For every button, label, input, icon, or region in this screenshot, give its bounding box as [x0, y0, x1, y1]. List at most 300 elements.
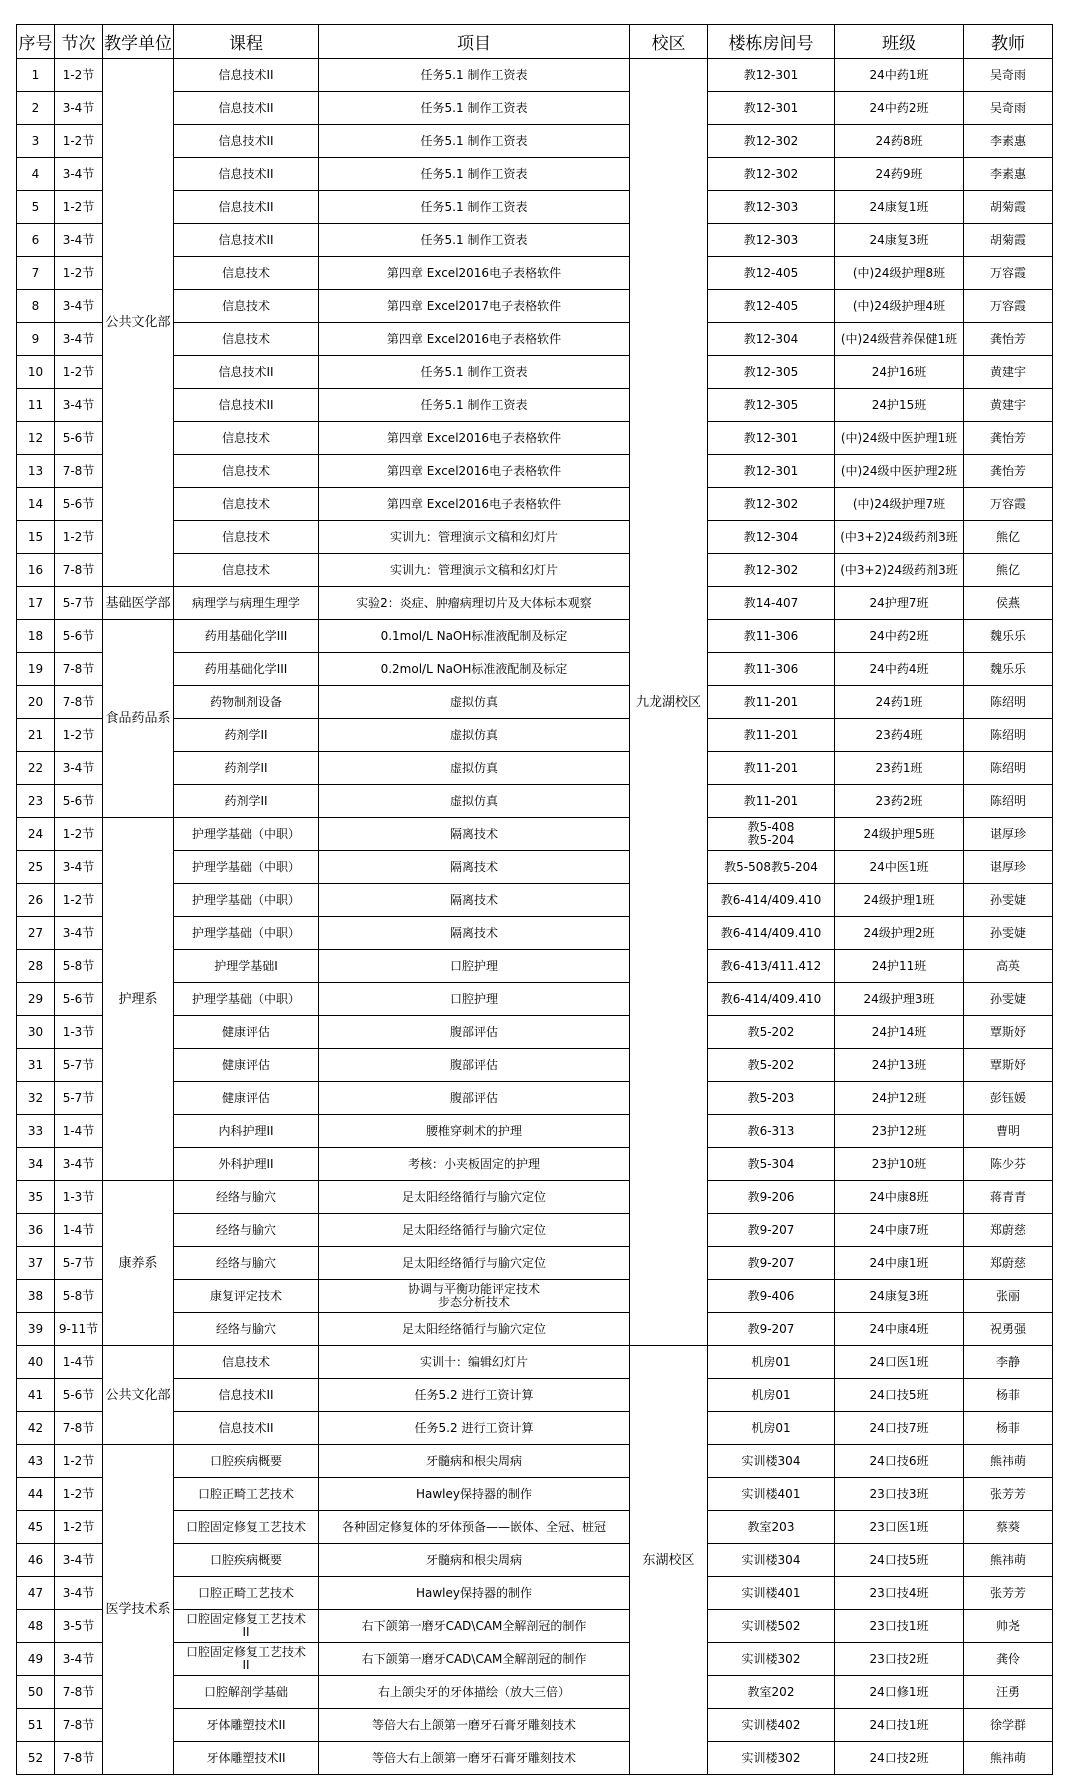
unit-group-cell: 公共文化部 — [103, 59, 174, 587]
row-item: 第四章 Excel2016电子表格软件 — [319, 422, 630, 455]
row-course: 口腔正畸工艺技术 — [174, 1478, 319, 1511]
row-teacher: 曹明 — [964, 1115, 1053, 1148]
row-item: 第四章 Excel2016电子表格软件 — [319, 257, 630, 290]
row-index: 27 — [17, 917, 55, 950]
row-teacher: 陈绍明 — [964, 752, 1053, 785]
row-item: 考核：小夹板固定的护理 — [319, 1148, 630, 1181]
row-period: 1-2节 — [55, 59, 103, 92]
row-room: 教6-414/409.410 — [708, 884, 835, 917]
row-item: 虚拟仿真 — [319, 686, 630, 719]
row-room: 教11-201 — [708, 686, 835, 719]
row-class: 24口医1班 — [835, 1346, 964, 1379]
row-item: 足太阳经络循行与腧穴定位 — [319, 1313, 630, 1346]
row-item: 任务5.1 制作工资表 — [319, 224, 630, 257]
row-room: 机房01 — [708, 1346, 835, 1379]
row-teacher: 高英 — [964, 950, 1053, 983]
row-period: 1-2节 — [55, 191, 103, 224]
row-course: 信息技术 — [174, 290, 319, 323]
row-teacher: 李静 — [964, 1346, 1053, 1379]
row-index: 29 — [17, 983, 55, 1016]
row-period: 3-4节 — [55, 92, 103, 125]
row-period: 3-4节 — [55, 851, 103, 884]
row-item: 0.2mol/L NaOH标准液配制及标定 — [319, 653, 630, 686]
row-item: 腹部评估 — [319, 1082, 630, 1115]
row-teacher: 蒋青青 — [964, 1181, 1053, 1214]
table-row — [17, 1445, 1053, 1478]
row-class: 24口技5班 — [835, 1544, 964, 1577]
row-course: 信息技术II — [174, 191, 319, 224]
row-item: 牙髓病和根尖周病 — [319, 1544, 630, 1577]
row-course: 牙体雕塑技术II — [174, 1742, 319, 1775]
row-room: 实训楼304 — [708, 1445, 835, 1478]
row-room: 教5-304 — [708, 1148, 835, 1181]
campus-group-cell: 东湖校区 — [630, 1346, 708, 1775]
row-index: 50 — [17, 1676, 55, 1709]
row-class: 23药4班 — [835, 719, 964, 752]
row-teacher: 李素惠 — [964, 125, 1053, 158]
table-row — [17, 1346, 1053, 1379]
row-index: 25 — [17, 851, 55, 884]
row-course: 经络与腧穴 — [174, 1313, 319, 1346]
row-item: 实验2：炎症、肿瘤病理切片及大体标本观察 — [319, 587, 630, 620]
row-period: 7-8节 — [55, 455, 103, 488]
row-teacher: 覃斯妤 — [964, 1016, 1053, 1049]
row-course: 口腔固定修复工艺技术 — [174, 1511, 319, 1544]
row-course: 药用基础化学III — [174, 653, 319, 686]
row-teacher: 汪勇 — [964, 1676, 1053, 1709]
row-teacher: 杨菲 — [964, 1379, 1053, 1412]
row-teacher: 杨菲 — [964, 1412, 1053, 1445]
row-item: 足太阳经络循行与腧穴定位 — [319, 1181, 630, 1214]
row-course: 内科护理II — [174, 1115, 319, 1148]
row-class: 24护11班 — [835, 950, 964, 983]
row-index: 45 — [17, 1511, 55, 1544]
row-room: 教5-508教5-204 — [708, 851, 835, 884]
row-teacher: 龚怡芳 — [964, 323, 1053, 356]
row-teacher: 陈绍明 — [964, 785, 1053, 818]
row-course: 健康评估 — [174, 1016, 319, 1049]
row-index: 11 — [17, 389, 55, 422]
row-room: 实训楼302 — [708, 1643, 835, 1676]
row-room: 教11-201 — [708, 785, 835, 818]
row-teacher: 龚怡芳 — [964, 455, 1053, 488]
row-period: 1-3节 — [55, 1181, 103, 1214]
row-period: 5-7节 — [55, 1082, 103, 1115]
row-period: 5-7节 — [55, 587, 103, 620]
row-item: 腰椎穿刺术的护理 — [319, 1115, 630, 1148]
row-period: 1-2节 — [55, 719, 103, 752]
row-item: 隔离技术 — [319, 884, 630, 917]
row-item: 实训九：管理演示文稿和幻灯片 — [319, 521, 630, 554]
row-item: 0.1mol/L NaOH标准液配制及标定 — [319, 620, 630, 653]
row-period: 1-3节 — [55, 1016, 103, 1049]
row-period: 3-4节 — [55, 1643, 103, 1676]
row-room: 教室202 — [708, 1676, 835, 1709]
row-period: 1-2节 — [55, 1445, 103, 1478]
row-course: 经络与腧穴 — [174, 1181, 319, 1214]
row-teacher: 侯燕 — [964, 587, 1053, 620]
row-item: 任务5.2 进行工资计算 — [319, 1412, 630, 1445]
row-index: 49 — [17, 1643, 55, 1676]
row-class: 24药8班 — [835, 125, 964, 158]
row-teacher: 彭钰媛 — [964, 1082, 1053, 1115]
row-teacher: 陈绍明 — [964, 719, 1053, 752]
row-index: 44 — [17, 1478, 55, 1511]
row-course: 药物制剂设备 — [174, 686, 319, 719]
row-index: 36 — [17, 1214, 55, 1247]
row-class: 24口技1班 — [835, 1709, 964, 1742]
row-item: 任务5.1 制作工资表 — [319, 191, 630, 224]
row-period: 3-4节 — [55, 224, 103, 257]
row-index: 2 — [17, 92, 55, 125]
row-room: 教11-201 — [708, 719, 835, 752]
row-teacher: 吴奇雨 — [964, 59, 1053, 92]
row-index: 26 — [17, 884, 55, 917]
row-teacher: 孙雯婕 — [964, 983, 1053, 1016]
row-index: 14 — [17, 488, 55, 521]
row-index: 7 — [17, 257, 55, 290]
row-class: 24护15班 — [835, 389, 964, 422]
table-row — [17, 587, 1053, 620]
row-item: 第四章 Excel2016电子表格软件 — [319, 323, 630, 356]
row-class: 24护13班 — [835, 1049, 964, 1082]
row-class: 24康复1班 — [835, 191, 964, 224]
row-course: 护理学基础（中职） — [174, 818, 319, 851]
row-period: 5-6节 — [55, 983, 103, 1016]
header-teacher: 教师 — [964, 25, 1053, 59]
row-course: 信息技术II — [174, 158, 319, 191]
row-teacher: 李素惠 — [964, 158, 1053, 191]
row-teacher: 张芳芳 — [964, 1478, 1053, 1511]
row-course: 信息技术 — [174, 521, 319, 554]
row-period: 3-4节 — [55, 1544, 103, 1577]
row-teacher: 孙雯婕 — [964, 884, 1053, 917]
row-item: 各种固定修复体的牙体预备——嵌体、全冠、桩冠 — [319, 1511, 630, 1544]
row-item: 实训九：管理演示文稿和幻灯片 — [319, 554, 630, 587]
row-index: 43 — [17, 1445, 55, 1478]
row-teacher: 谌厚珍 — [964, 818, 1053, 851]
unit-group-cell: 护理系 — [103, 818, 174, 1181]
row-course: 药剂学II — [174, 752, 319, 785]
row-item: 任务5.1 制作工资表 — [319, 389, 630, 422]
row-teacher: 万容霞 — [964, 488, 1053, 521]
row-index: 13 — [17, 455, 55, 488]
row-period: 3-4节 — [55, 1577, 103, 1610]
row-class: 24康复3班 — [835, 224, 964, 257]
row-course: 健康评估 — [174, 1049, 319, 1082]
row-class: 23口技3班 — [835, 1478, 964, 1511]
row-class: (中3+2)24级药剂3班 — [835, 554, 964, 587]
row-period: 5-8节 — [55, 1280, 103, 1313]
row-index: 12 — [17, 422, 55, 455]
row-room: 实训楼401 — [708, 1478, 835, 1511]
row-item: 任务5.1 制作工资表 — [319, 92, 630, 125]
row-teacher: 谌厚珍 — [964, 851, 1053, 884]
row-course: 信息技术II — [174, 224, 319, 257]
row-room: 教5-408 教5-204 — [708, 818, 835, 851]
row-room: 教9-207 — [708, 1214, 835, 1247]
row-index: 9 — [17, 323, 55, 356]
row-room: 教12-303 — [708, 224, 835, 257]
row-item: 右下颌第一磨牙CAD\CAM全解剖冠的制作 — [319, 1643, 630, 1676]
row-room: 实训楼502 — [708, 1610, 835, 1643]
row-index: 28 — [17, 950, 55, 983]
row-period: 1-2节 — [55, 1511, 103, 1544]
row-period: 3-5节 — [55, 1610, 103, 1643]
row-class: 24级护理2班 — [835, 917, 964, 950]
row-index: 39 — [17, 1313, 55, 1346]
row-period: 1-2节 — [55, 521, 103, 554]
row-item: Hawley保持器的制作 — [319, 1577, 630, 1610]
row-period: 1-2节 — [55, 818, 103, 851]
row-item: 牙髓病和根尖周病 — [319, 1445, 630, 1478]
row-room: 教5-202 — [708, 1049, 835, 1082]
table-body — [17, 59, 1053, 1775]
unit-group-cell: 食品药品系 — [103, 620, 174, 818]
row-index: 24 — [17, 818, 55, 851]
row-index: 10 — [17, 356, 55, 389]
row-period: 7-8节 — [55, 1676, 103, 1709]
row-room: 实训楼302 — [708, 1742, 835, 1775]
row-period: 7-8节 — [55, 1412, 103, 1445]
row-period: 1-2节 — [55, 884, 103, 917]
table-row — [17, 1181, 1053, 1214]
row-course: 护理学基础（中职） — [174, 983, 319, 1016]
row-item: 隔离技术 — [319, 851, 630, 884]
row-period: 5-6节 — [55, 422, 103, 455]
row-teacher: 龚伶 — [964, 1643, 1053, 1676]
row-teacher: 吴奇雨 — [964, 92, 1053, 125]
row-period: 7-8节 — [55, 1709, 103, 1742]
row-period: 1-2节 — [55, 257, 103, 290]
row-class: 24中药2班 — [835, 620, 964, 653]
row-course: 信息技术II — [174, 1412, 319, 1445]
row-course: 护理学基础I — [174, 950, 319, 983]
row-period: 1-2节 — [55, 1478, 103, 1511]
row-course: 牙体雕塑技术II — [174, 1709, 319, 1742]
row-item: Hawley保持器的制作 — [319, 1478, 630, 1511]
row-period: 5-7节 — [55, 1247, 103, 1280]
row-teacher: 黄建宇 — [964, 356, 1053, 389]
row-index: 8 — [17, 290, 55, 323]
row-index: 16 — [17, 554, 55, 587]
row-class: 24护14班 — [835, 1016, 964, 1049]
row-course: 口腔疾病概要 — [174, 1445, 319, 1478]
header-row — [17, 25, 1053, 59]
row-teacher: 孙雯婕 — [964, 917, 1053, 950]
table-header — [17, 25, 1053, 59]
row-item: 协调与平衡功能评定技术 步态分析技术 — [319, 1280, 630, 1313]
row-room: 教6-414/409.410 — [708, 983, 835, 1016]
row-class: 24中药1班 — [835, 59, 964, 92]
row-course: 信息技术 — [174, 488, 319, 521]
header-course: 课程 — [174, 25, 319, 59]
row-course: 信息技术II — [174, 92, 319, 125]
row-index: 17 — [17, 587, 55, 620]
row-room: 教12-405 — [708, 290, 835, 323]
row-class: 24口技7班 — [835, 1412, 964, 1445]
table-row — [17, 620, 1053, 653]
row-class: 24护12班 — [835, 1082, 964, 1115]
row-room: 教6-414/409.410 — [708, 917, 835, 950]
row-period: 7-8节 — [55, 554, 103, 587]
row-teacher: 魏乐乐 — [964, 653, 1053, 686]
schedule-table — [16, 24, 1053, 1775]
row-room: 教14-407 — [708, 587, 835, 620]
row-index: 52 — [17, 1742, 55, 1775]
row-period: 1-4节 — [55, 1115, 103, 1148]
row-index: 22 — [17, 752, 55, 785]
row-class: 24药9班 — [835, 158, 964, 191]
row-index: 4 — [17, 158, 55, 191]
row-period: 7-8节 — [55, 653, 103, 686]
row-item: 右上颌尖牙的牙体描绘（放大三倍） — [319, 1676, 630, 1709]
row-course: 口腔疾病概要 — [174, 1544, 319, 1577]
row-room: 教12-305 — [708, 389, 835, 422]
row-room: 教12-303 — [708, 191, 835, 224]
row-room: 教11-201 — [708, 752, 835, 785]
row-room: 机房01 — [708, 1412, 835, 1445]
campus-group-cell: 九龙湖校区 — [630, 59, 708, 1346]
row-room: 实训楼401 — [708, 1577, 835, 1610]
row-class: 24护16班 — [835, 356, 964, 389]
row-course: 信息技术 — [174, 323, 319, 356]
row-class: (中)24级护理8班 — [835, 257, 964, 290]
row-room: 教12-301 — [708, 92, 835, 125]
row-teacher: 龚怡芳 — [964, 422, 1053, 455]
row-item: 口腔护理 — [319, 983, 630, 1016]
row-course: 经络与腧穴 — [174, 1214, 319, 1247]
row-index: 32 — [17, 1082, 55, 1115]
row-course: 信息技术 — [174, 422, 319, 455]
row-course: 经络与腧穴 — [174, 1247, 319, 1280]
row-class: 24口技5班 — [835, 1379, 964, 1412]
row-index: 5 — [17, 191, 55, 224]
row-period: 1-4节 — [55, 1346, 103, 1379]
header-unit: 教学单位 — [103, 25, 174, 59]
row-course: 护理学基础（中职） — [174, 884, 319, 917]
row-index: 38 — [17, 1280, 55, 1313]
row-room: 教12-301 — [708, 455, 835, 488]
row-index: 30 — [17, 1016, 55, 1049]
row-item: 任务5.1 制作工资表 — [319, 59, 630, 92]
row-teacher: 张丽 — [964, 1280, 1053, 1313]
row-room: 教12-301 — [708, 59, 835, 92]
row-teacher: 张芳芳 — [964, 1577, 1053, 1610]
row-class: 23口医1班 — [835, 1511, 964, 1544]
row-course: 信息技术II — [174, 59, 319, 92]
row-course: 信息技术 — [174, 1346, 319, 1379]
row-period: 7-8节 — [55, 686, 103, 719]
row-item: 虚拟仿真 — [319, 785, 630, 818]
row-teacher: 祝勇强 — [964, 1313, 1053, 1346]
row-teacher: 熊亿 — [964, 521, 1053, 554]
row-index: 47 — [17, 1577, 55, 1610]
row-period: 5-6节 — [55, 785, 103, 818]
row-room: 教6-313 — [708, 1115, 835, 1148]
row-index: 19 — [17, 653, 55, 686]
row-period: 5-6节 — [55, 620, 103, 653]
row-period: 5-6节 — [55, 1379, 103, 1412]
row-class: 24中康4班 — [835, 1313, 964, 1346]
row-room: 教12-304 — [708, 323, 835, 356]
row-period: 3-4节 — [55, 323, 103, 356]
row-room: 教12-304 — [708, 521, 835, 554]
row-item: 等倍大右上颌第一磨牙石膏牙雕刻技术 — [319, 1742, 630, 1775]
row-period: 1-4节 — [55, 1214, 103, 1247]
row-index: 40 — [17, 1346, 55, 1379]
row-teacher: 万容霞 — [964, 257, 1053, 290]
row-class: 23护12班 — [835, 1115, 964, 1148]
row-course: 护理学基础（中职） — [174, 917, 319, 950]
row-teacher: 熊亿 — [964, 554, 1053, 587]
row-period: 3-4节 — [55, 389, 103, 422]
header-campus: 校区 — [630, 25, 708, 59]
row-index: 20 — [17, 686, 55, 719]
row-room: 教9-206 — [708, 1181, 835, 1214]
row-period: 5-8节 — [55, 950, 103, 983]
row-room: 教12-302 — [708, 158, 835, 191]
row-item: 腹部评估 — [319, 1049, 630, 1082]
row-course: 外科护理II — [174, 1148, 319, 1181]
row-class: 24中药2班 — [835, 92, 964, 125]
row-course: 康复评定技术 — [174, 1280, 319, 1313]
row-index: 18 — [17, 620, 55, 653]
row-item: 足太阳经络循行与腧穴定位 — [319, 1247, 630, 1280]
row-index: 51 — [17, 1709, 55, 1742]
row-room: 教9-207 — [708, 1247, 835, 1280]
row-class: 24中药4班 — [835, 653, 964, 686]
row-room: 教5-203 — [708, 1082, 835, 1115]
row-teacher: 万容霞 — [964, 290, 1053, 323]
row-index: 42 — [17, 1412, 55, 1445]
row-item: 任务5.2 进行工资计算 — [319, 1379, 630, 1412]
row-index: 31 — [17, 1049, 55, 1082]
row-item: 虚拟仿真 — [319, 752, 630, 785]
row-index: 6 — [17, 224, 55, 257]
row-room: 教5-202 — [708, 1016, 835, 1049]
row-room: 教11-306 — [708, 653, 835, 686]
row-teacher: 徐学群 — [964, 1709, 1053, 1742]
unit-group-cell: 医学技术系 — [103, 1445, 174, 1775]
unit-group-cell: 公共文化部 — [103, 1346, 174, 1445]
row-course: 健康评估 — [174, 1082, 319, 1115]
row-teacher: 熊祎萌 — [964, 1445, 1053, 1478]
row-course: 口腔固定修复工艺技术 II — [174, 1610, 319, 1643]
row-class: 24药1班 — [835, 686, 964, 719]
row-course: 口腔解剖学基础 — [174, 1676, 319, 1709]
row-course: 信息技术II — [174, 356, 319, 389]
row-index: 48 — [17, 1610, 55, 1643]
row-index: 37 — [17, 1247, 55, 1280]
row-teacher: 熊祎萌 — [964, 1544, 1053, 1577]
table-row — [17, 59, 1053, 92]
row-item: 足太阳经络循行与腧穴定位 — [319, 1214, 630, 1247]
row-course: 信息技术 — [174, 257, 319, 290]
row-room: 教9-207 — [708, 1313, 835, 1346]
row-index: 15 — [17, 521, 55, 554]
row-period: 3-4节 — [55, 158, 103, 191]
row-teacher: 黄建宇 — [964, 389, 1053, 422]
row-teacher: 熊祎萌 — [964, 1742, 1053, 1775]
row-course: 药剂学II — [174, 785, 319, 818]
row-class: (中)24级中医护理1班 — [835, 422, 964, 455]
row-index: 3 — [17, 125, 55, 158]
row-class: 24中康7班 — [835, 1214, 964, 1247]
row-period: 5-6节 — [55, 488, 103, 521]
row-class: 23口技2班 — [835, 1643, 964, 1676]
row-class: 24康复3班 — [835, 1280, 964, 1313]
